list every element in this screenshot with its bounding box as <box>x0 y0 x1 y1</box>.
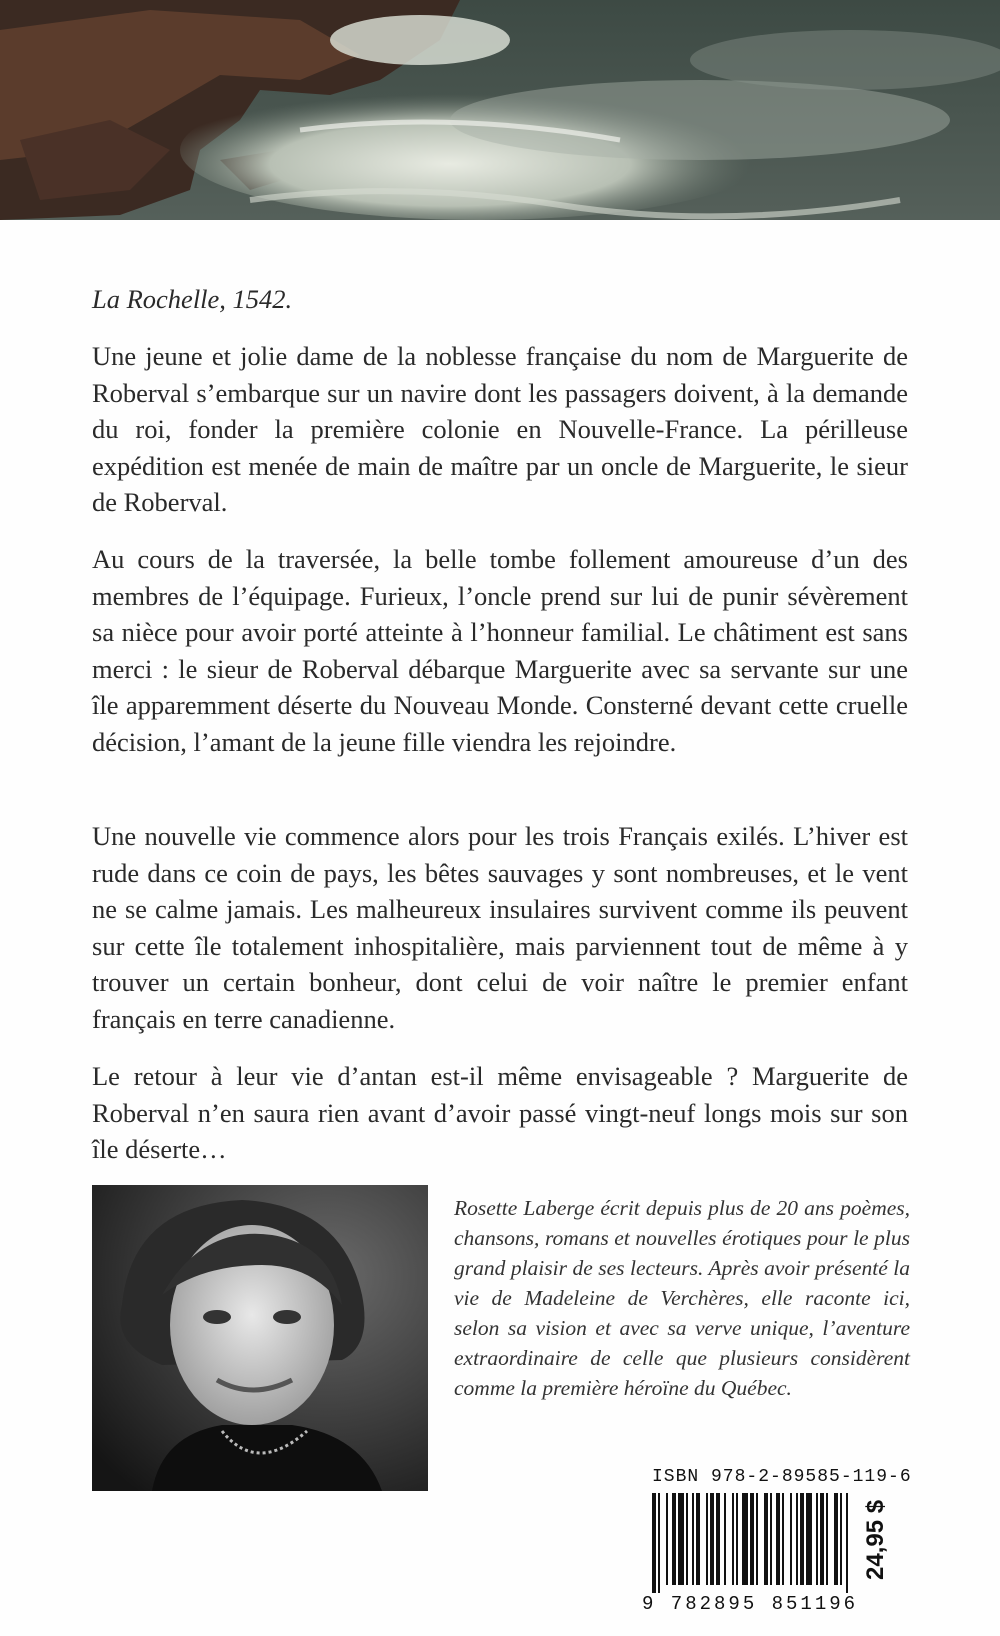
barcode-bar <box>678 1493 684 1585</box>
barcode-bar <box>732 1493 734 1585</box>
author-photo <box>92 1185 428 1491</box>
barcode-bar <box>796 1493 798 1585</box>
barcode-bar <box>696 1493 700 1585</box>
barcode-bar <box>806 1493 812 1585</box>
barcode-bar <box>764 1493 768 1585</box>
price-label: 24,95 $ <box>862 1499 889 1580</box>
barcode-bar <box>716 1493 720 1585</box>
barcode-bar <box>706 1493 708 1585</box>
barcode-bar <box>710 1493 714 1585</box>
barcode-bar <box>652 1493 656 1593</box>
barcode-bar <box>816 1493 818 1585</box>
blurb-paragraph-4: Le retour à leur vie d’antan est-il même envisageable ? Marguerite de Roberval n’en saura rien avant d’avoir passé vingt-neuf longs mois sur son île déserte… <box>92 1061 908 1164</box>
barcode-bar <box>756 1493 758 1585</box>
barcode-bar <box>782 1493 784 1585</box>
barcode-bar <box>834 1493 838 1585</box>
barcode-bar <box>840 1493 842 1585</box>
isbn-label: ISBN 978-2-89585-119-6 <box>652 1467 912 1487</box>
barcode-bar <box>820 1493 824 1585</box>
barcode-bar <box>686 1493 688 1585</box>
barcode-bar <box>736 1493 738 1585</box>
barcode-bar <box>724 1493 726 1585</box>
blurb-paragraph-2: Au cours de la traversée, la belle tombe follement amoureuse d’un des membres de l’équipage. Furieux, l’oncle prend sur lui de punir sévèrement sa nièce pour avoir porté atteinte à l’honneur familial. Le châtiment est sans merci : le sieur de Roberval débarque Marguerite avec sa servante sur une île apparemment déserte du Nouveau Monde. Consterné devant cette cruelle décision, l’amant de la jeune fille viendra les rejoindre. <box>92 544 908 757</box>
barcode-bar <box>846 1493 848 1593</box>
blurb-place-date: La Rochelle, 1542. <box>92 284 293 314</box>
barcode-bar <box>800 1493 804 1585</box>
barcode-bar <box>658 1493 660 1593</box>
barcode-bar <box>692 1493 694 1585</box>
barcode-digits: 9 782895 851196 <box>642 1593 859 1615</box>
barcode-bar <box>672 1493 676 1585</box>
cover-art-rocky-shore <box>0 0 1000 220</box>
barcode-bar <box>776 1493 780 1585</box>
blurb-paragraph-1: Une jeune et jolie dame de la noblesse française du nom de Marguerite de Roberval s’embarque sur un navire dont les passagers doivent, à la demande du roi, fonder la première colonie en Nouvelle-France. La périlleuse expédition est menée de main de maître par un oncle de Marguerite, le sieur de Roberval. <box>92 341 908 517</box>
blurb-paragraph-3: Une nouvelle vie commence alors pour les trois Français exilés. L’hiver est rude dans ce coin de pays, les bêtes sauvages y sont nombreuses, et le vent ne se calme jamais. Les malheureux insulaires survivent comme ils peuvent sur cette île totalement inhospitalière, mais parviennent tout de même à y trouver un certain bonheur, dont celui de voir naître le premier enfant français en terre canadienne. <box>92 821 908 1034</box>
barcode-bar <box>750 1493 754 1585</box>
author-bio: Rosette Laberge écrit depuis plus de 20 ans poèmes, chansons, romans et nouvelles érotiques pour le plus grand plaisir de ses lecteurs. Après avoir présenté la vie de Madeleine de Verchères, elle raconte ici, selon sa vision et avec sa verve unique, l’aventure extraordinaire de celle que plusieurs considèrent comme la première héroïne du Québec. <box>454 1196 910 1400</box>
barcode-bar <box>790 1493 792 1585</box>
barcode-bar <box>770 1493 772 1585</box>
barcode-bar <box>742 1493 748 1585</box>
barcode-bar <box>666 1493 668 1585</box>
barcode-bar <box>826 1493 828 1585</box>
